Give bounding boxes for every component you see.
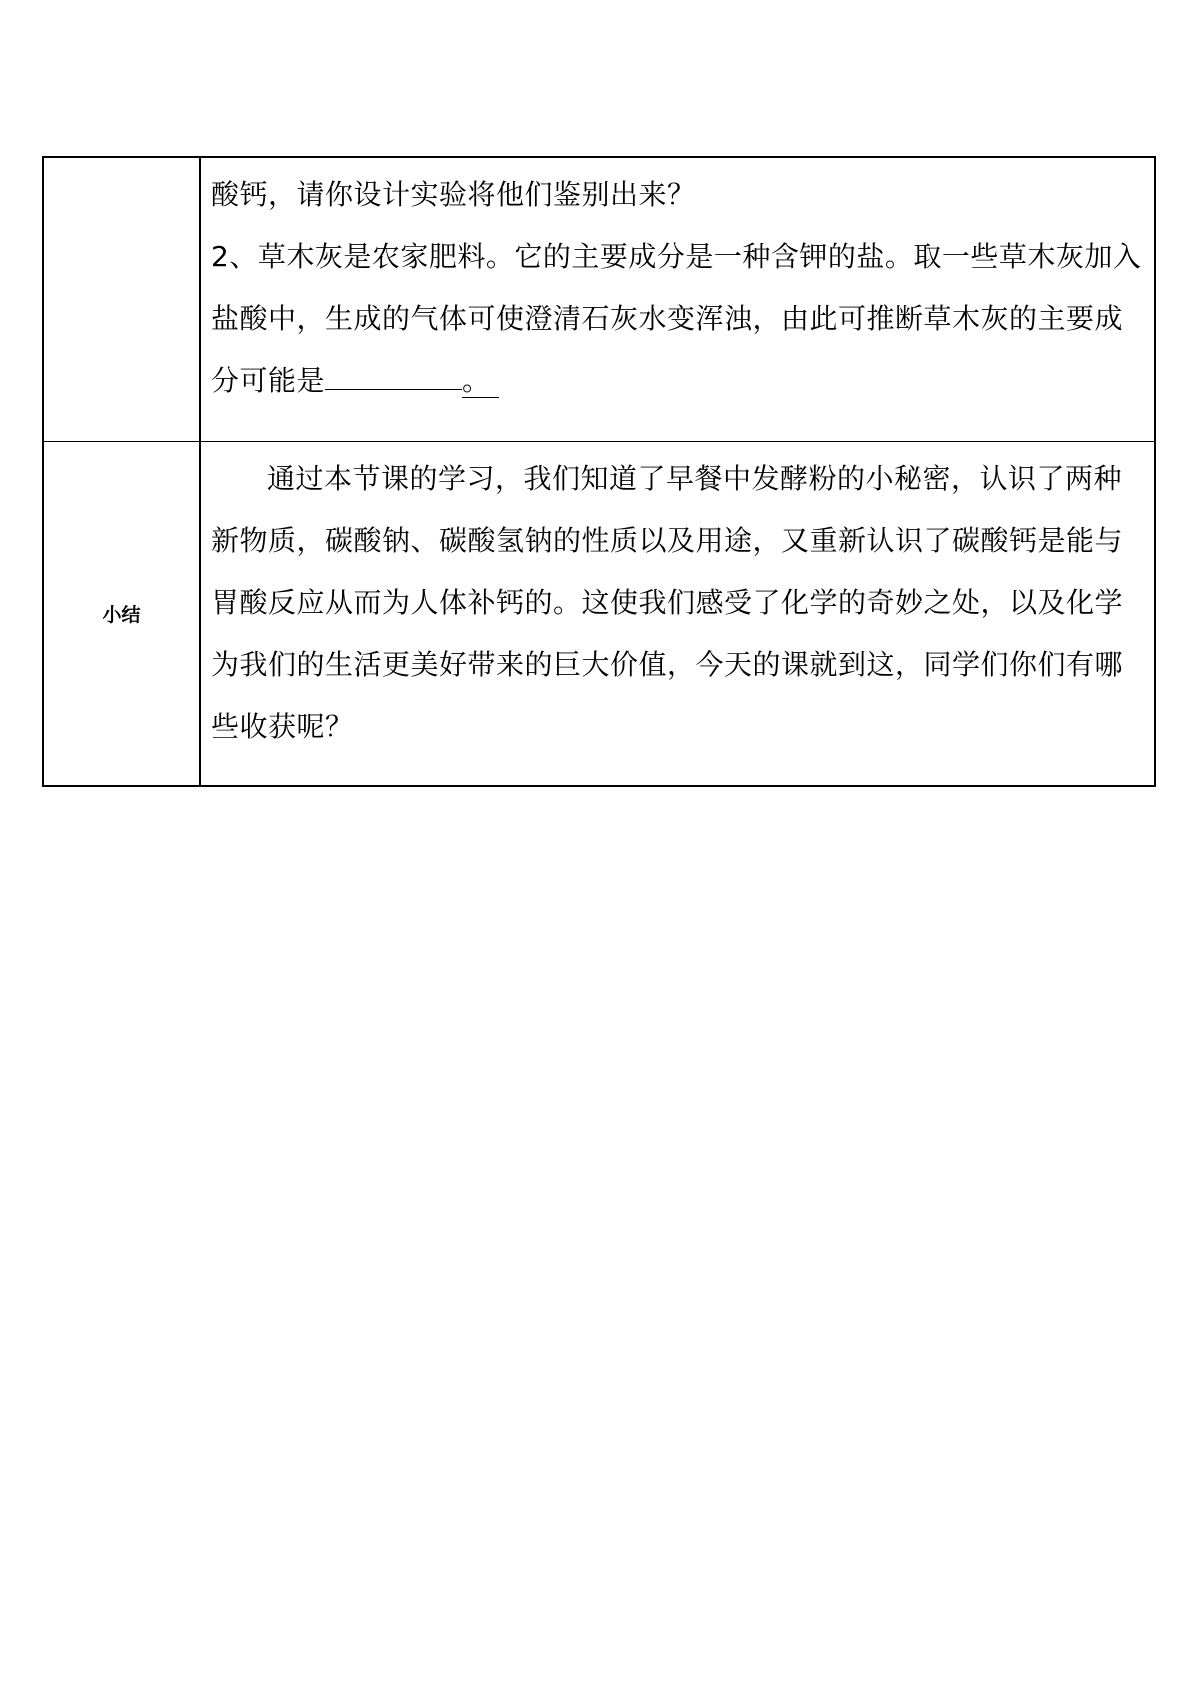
summary-label: 小结 — [102, 604, 141, 626]
row-label-cell — [43, 157, 200, 442]
question-2 — [211, 226, 1144, 412]
answer-blank — [325, 365, 462, 390]
question-2-text: 2、草木灰是农家肥料。它的主要成分是一种含钾的盐。取一些草木灰加入盐酸中，生成的气体可使澄清石灰水变浑浊，由此可推断草木灰的主要成分可能是 — [211, 240, 1142, 397]
summary-content-cell — [200, 442, 1155, 787]
summary-label-cell — [43, 442, 200, 787]
summary-paragraph: 通过本节课的学习，我们知道了早餐中发酵粉的小秘密，认识了两种新物质，碳酸钠、碳酸氢钠的性质以及用途，又重新认识了碳酸钙是能与胃酸反应从而为人体补钙的。这使我们感受了化学的奇妙之处，以及化学为我们的生活更美好带来的巨大价值，今天的课就到这，同学们你们有哪些收获呢？ — [211, 462, 1124, 743]
row-content-cell — [200, 157, 1155, 442]
question-1-continuation: 酸钙，请你设计实验将他们鉴别出来？ — [211, 178, 696, 211]
table-row — [43, 157, 1155, 442]
table-row — [43, 442, 1155, 787]
question-2-end: 。 — [462, 364, 499, 398]
lesson-plan-table — [42, 156, 1156, 787]
